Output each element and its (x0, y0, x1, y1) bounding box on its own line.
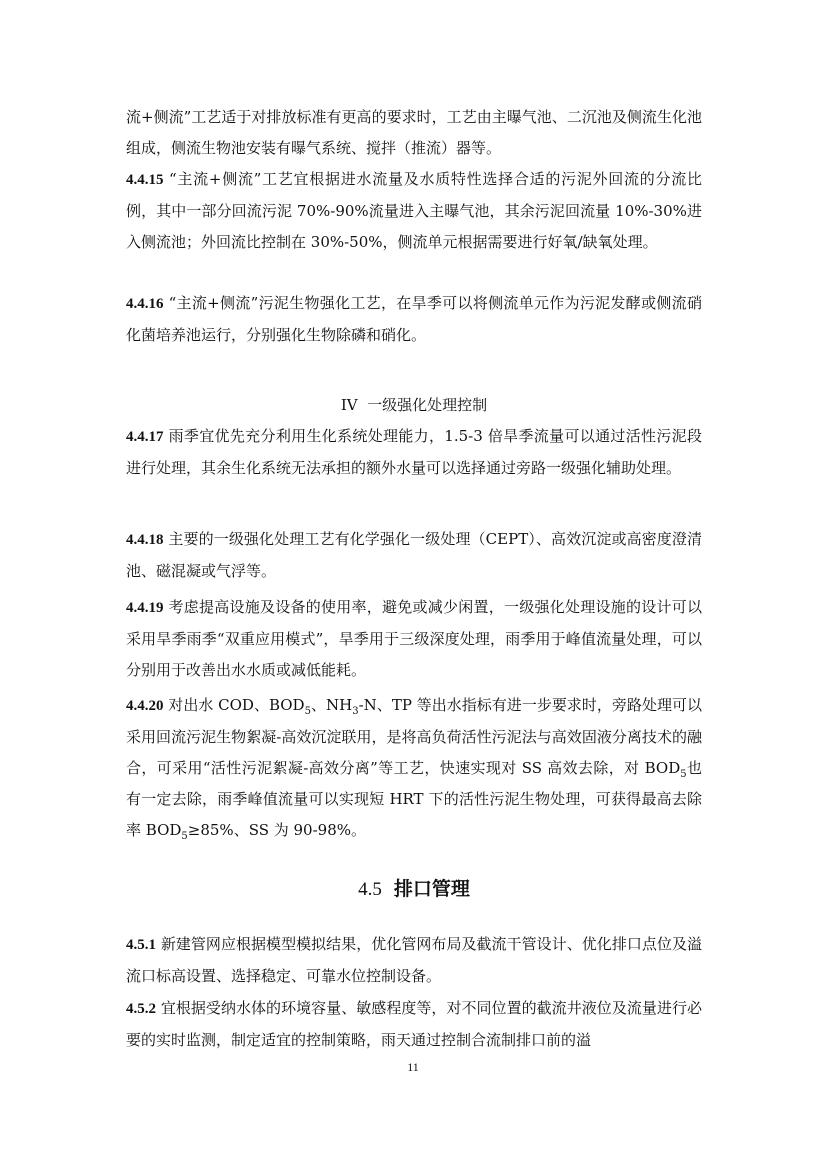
clause-number: 4.4.20 (126, 698, 164, 714)
clause-text: 新建管网应根据模型模拟结果，优化管网布局及截流干管设计、优化排口点位及溢流口标高设置、选择稳定、可靠水位控制设备。 (126, 935, 702, 985)
clause-text: “主流+侧流”工艺宜根据进水流量及水质特性选择合适的污泥外回流的分流比例，其中一部分回流污泥 70%-90%流量进入主曝气池，其余污泥回流量 10%-30%进入侧流池；外回流比控制在 30%-50%，侧流单元根据需要进行好氧/缺氧处理。 (126, 170, 702, 251)
section-number: 4.5 (358, 879, 382, 900)
clause-number: 4.4.17 (126, 429, 164, 445)
clause-4-4-19 (126, 592, 702, 686)
section-heading (126, 874, 702, 905)
clause-number: 4.5.1 (126, 937, 156, 953)
paragraph-continuation (126, 102, 702, 164)
subsection-title: 一级强化处理控制 (367, 396, 488, 414)
clause-text: “主流+侧流”污泥生物强化工艺，在旱季可以将侧流单元作为污泥发酵或侧流硝化菌培养池运行，分别强化生物除磷和硝化。 (126, 294, 702, 344)
clause-text: 对出水 COD、$BOD_5$、$NH_3-N$、TP 等出水指标有进一步要求时，旁路处理可以采用回流污泥生物絮凝-高效沉淀联用，是将高负荷活性污泥法与高效固液分离技术的融合，可采用“活性污泥絮凝-高效分离”等工艺，快速实现对 SS 高效去除，对 $BOD_5$也有一定去除，雨季峰值流量可以实现短 HRT 下的活性污泥生物处理，可获得最高去除率 $BOD_5\ge 85\%$、SS 为 90-98%。 (126, 696, 702, 842)
clause-4-4-17 (126, 421, 702, 484)
paragraph-text: 流+侧流”工艺适于对排放标准有更高的要求时，工艺由主曝气池、二沉池及侧流生化池组成，侧流生物池安装有曝气系统、搅拌（推流）器等。 (126, 108, 702, 157)
subsection-heading (126, 390, 702, 421)
clause-4-5-2 (126, 993, 702, 1056)
clause-text: 雨季宜优先充分利用生化系统处理能力，1.5-3 倍旱季流量可以通过活性污泥段进行处理，其余生化系统无法承担的额外水量可以选择通过旁路一级强化辅助处理。 (126, 427, 702, 477)
clause-4-5-1 (126, 929, 702, 992)
clause-text: 主要的一级强化处理工艺有化学强化一级处理（CEPT）、高效沉淀或高密度澄清池、磁混凝或气浮等。 (126, 530, 702, 580)
subsection-roman: IV (340, 396, 358, 414)
clause-4-4-20 (126, 690, 702, 846)
clause-number: 4.4.15 (126, 172, 164, 188)
clause-text: 宜根据受纳水体的环境容量、敏感程度等，对不同位置的截流井液位及流量进行必要的实时监测，制定适宜的控制策略，雨天通过控制合流制排口前的溢 (126, 999, 702, 1049)
clause-number: 4.4.18 (126, 532, 164, 548)
clause-number: 4.4.16 (126, 296, 164, 312)
clause-number: 4.4.19 (126, 600, 164, 616)
clause-text: 考虑提高设施及设备的使用率，避免或减少闲置，一级强化处理设施的设计可以采用旱季雨季“双重应用模式”，旱季用于三级深度处理，雨季用于峰值流量处理，可以分别用于改善出水水质或减低能耗。 (126, 598, 702, 679)
clause-4-4-15 (126, 164, 702, 258)
clause-4-4-16 (126, 288, 702, 351)
clause-4-4-18 (126, 524, 702, 587)
clause-number: 4.5.2 (126, 1001, 156, 1017)
page-number: 11 (407, 1060, 419, 1074)
section-title: 排口管理 (393, 878, 470, 900)
